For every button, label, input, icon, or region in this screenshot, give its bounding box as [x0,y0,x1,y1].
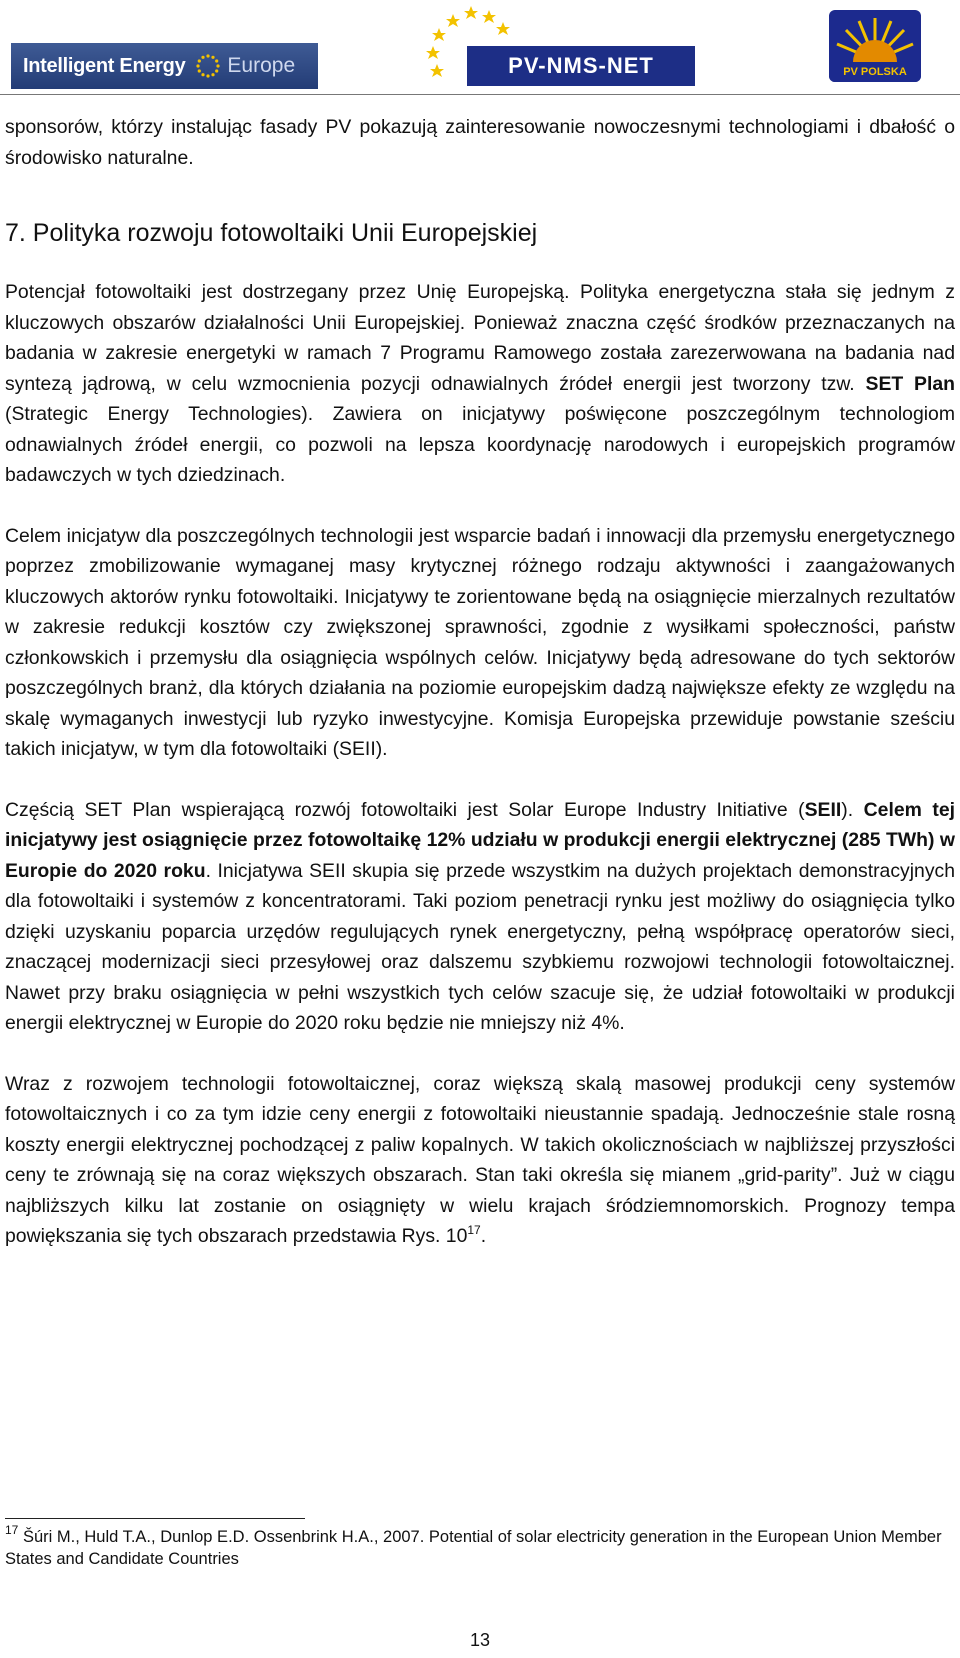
intro-paragraph: sponsorów, którzy instalując fasady PV pokazują zainteresowanie nowoczesnymi technologiami i dbałość o środowisko naturalne. [5,116,955,169]
document-body [5,112,955,1252]
eu-stars-icon [195,53,221,79]
page-header [0,0,960,92]
paragraph-set-plan [5,277,955,491]
paragraph-initiatives: Celem inicjatyw dla poszczególnych technologii jest wsparcie badań i innowacji dla przemysłu energetycznego poprzez zmobilizowanie wymaganej masy krytycznej różnego rodzaju aktywności i zaangażowanych kluczowych aktorów rynku fotowoltaiki. Inicjatywy te zorientowane będą na osiągnięcie mierzalnych rezultatów w zakresie redukcji kosztów czy zwiększonej sprawności, zgodnie z wysiłkami społeczności, państw członkowskich i przemysłu dla osiągnięcia wspólnych celów. Inicjatywy będą adresowane do tych sektorów poszczególnych branż, dla których działania na poziomie europejskim dadzą największe efekty ze względu na skalę wymaganych inwestycji lub ryzyko inwestycyjne. Komisja Europejska przewiduje powstanie sześciu takich inicjatyw, w tym dla fotowoltaiki (SEII). [5,524,955,760]
logo-center-text: PV-NMS-NET [508,53,654,78]
page-number: 13 [469,1630,491,1650]
bold-seii-goal: Celem tej inicjatywy jest osiągnięcie przez fotowoltaikę 12% udziału w produkcji energii elektrycznej (285 TWh) w Europie do 2020 roku [5,798,955,882]
paragraph-text: . Inicjatywa SEII skupia się przede wszystkim na dużych projektach demonstracyjnych dla fotowoltaiki i systemów z koncentratorami. Taki poziom penetracji rynku jest możliwy do osiągnięcia tylko dzięki uzyskaniu poparcia urzędów regulujących rynek energetyczny, pełną współpracę operatorów sieci, znaczącej modernizacji sieci przesyłowej oraz dalszemu szybkiemu rozwojowi technologii fotowoltaicznej. Nawet przy braku osiągnięcia w pełni wszystkich tych celów szacuje się, że udział fotowoltaiki w produkcji energii elektrycznej w Europie do 2020 roku będzie nie mniejszy niż 4%. [5,859,955,1034]
footnote-ref[interactable]: 17 [467,1223,481,1237]
paragraph-text: ). [841,798,854,821]
paragraph-text: Częścią SET Plan wspierającą rozwój fotowoltaiki jest Solar Europe Industry Initiative ( [5,798,805,821]
pv-nms-net-logo [425,4,695,88]
logo-right-text: PV POLSKA [843,66,907,78]
logo-left-text-2: Europe [227,54,296,77]
logo-left-text-1: Intelligent Energy [23,54,186,77]
paragraph-text: Potencjał fotowoltaiki jest dostrzegany przez Unię Europejską. Polityka energetyczna stała się jednym z kluczowych obszarów działalności Unii Europejskiej. Ponieważ znaczna część środków przeznaczanych na badania w zakresie energetyki w ramach 7 Programu Ramowego została zarezerwowana na badania nad syntezą jądrową, w celu wzmocnienia pozycji odnawialnych źródeł energii jest tworzony tzw. [5,281,955,395]
footnote-number: 17 [5,1523,19,1537]
paragraph-text: Wraz z rozwojem technologii fotowoltaicznej, coraz większą skalą masowej produkcji ceny systemów fotowoltaicznych i co za tym idzie ceny energii z fotowoltaiki nieustannie spadają. Jednocześnie stale rosną koszty energii elektrycznej pochodzącej z paliw kopalnych. W takich okolicznościach w najbliższej przyszłości ceny te zrównają się na coraz większych obszarach. Stan taki określa się mianem „grid-parity”. Już w ciągu najbliższych kilku lat zostanie on osiągnięty w wielu krajach śródziemnomorskich. Prognozy tempa powiększania się tych obszarach przedstawia Rys. 10 [5,1072,955,1247]
intelligent-energy-europe-logo [11,43,318,89]
paragraph-text: . [480,1225,487,1247]
paragraph-text: (Strategic Energy Technologies). Zawiera on inicjatywy poświęcone poszczególnym technologiom odnawialnych źródeł energii, co pozwoli na lepsza koordynację narodowych i europejskich programów badawczych w tych dziedzinach. [5,403,955,486]
footnote [5,1523,955,1570]
paragraph-grid-parity [5,1069,955,1252]
pv-nms-net-banner [467,46,695,86]
pv-polska-logo [829,10,921,82]
bold-set-plan: SET Plan [865,372,956,395]
footnote-text: Šúri M., Huld T.A., Dunlop E.D. Ossenbrink H.A., 2007. Potential of solar electricity generation in the European Union Member States and Candidate Countries [5,1528,942,1568]
section-heading: 7. Polityka rozwoju fotowoltaiki Unii Europejskiej [5,219,538,247]
footnote-divider [5,1518,305,1519]
header-divider [0,94,960,95]
bold-seii: SEII [804,798,842,821]
paragraph-seii [5,795,955,1039]
